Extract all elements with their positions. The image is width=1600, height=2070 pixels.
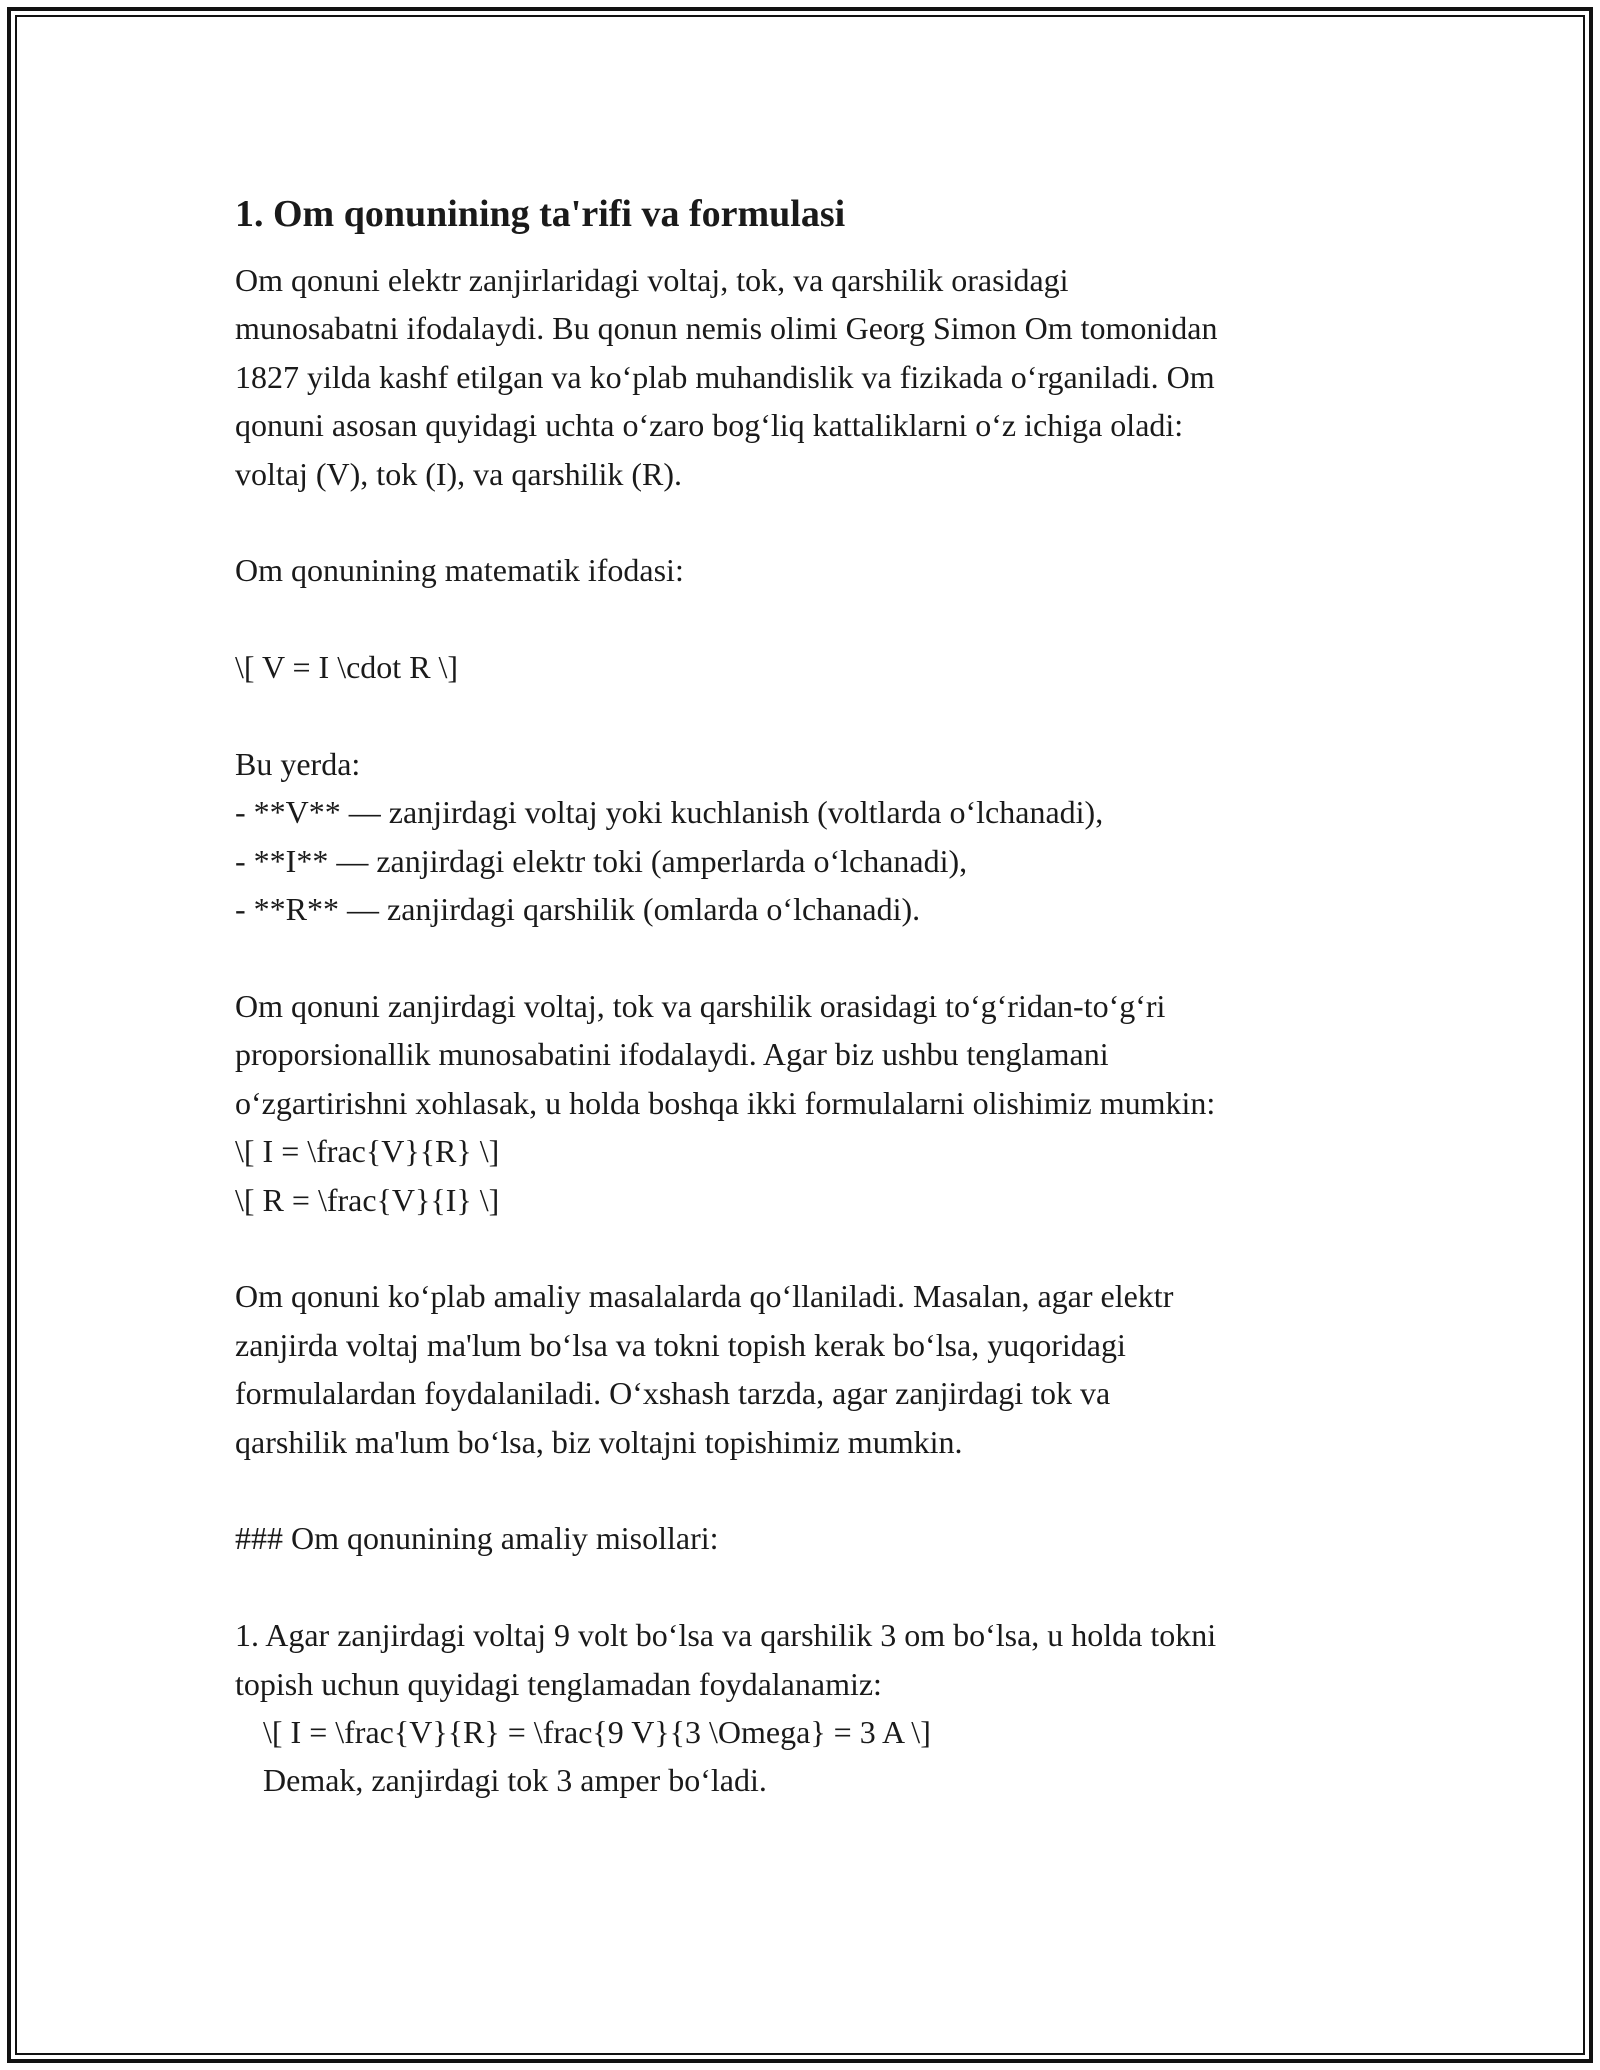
proportion-paragraph [235,982,1385,1224]
list-item: - **I** — zanjirdagi elektr toki (amperlarda o‘lchanadi), [235,842,968,879]
text-line: Om qonuni elektr zanjirlaridagi voltaj, tok, va qarshilik orasidagi [235,262,1069,298]
text-line: qarshilik ma'lum bo‘lsa, biz voltajni topishimiz mumkin. [235,1423,963,1460]
formula-line: \[ R = \frac{V}{I} \] [235,1181,500,1218]
text-line: topish uchun quyidagi tenglamadan foydalanamiz: [235,1665,882,1702]
text-line: 1827 yilda kashf etilgan va ko‘plab muhandislik va fizikada o‘rganiladi. Om [235,358,1215,395]
example-1 [235,1611,1385,1805]
text-line: Demak, zanjirdagi tok 3 amper bo‘ladi. [263,1762,767,1799]
section-title: 1. Om qonunining ta'rifi va formulasi [235,193,846,235]
text-line: proporsionallik munosabatini ifodalaydi. Agar biz ushbu tenglamani [235,1036,1109,1073]
document-body [235,186,1385,1805]
formula-line: \[ I = \frac{V}{R} = \frac{9 V}{3 \Omega} = 3 A \] [263,1714,931,1751]
blank-line [235,692,1385,740]
text-line: o‘zgartirishni xohlasak, u holda boshqa ikki formulalarni olishimiz mumkin: [235,1084,1216,1121]
blank-line [235,934,1385,982]
text-line: Om qonuni ko‘plab amaliy masalalarda qo‘llaniladi. Masalan, agar elektr [235,1278,1174,1315]
text-line: voltaj (V), tok (I), va qarshilik (R). [235,455,682,492]
blank-line [235,1563,1385,1611]
blank-line [235,595,1385,643]
text-line: Om qonuni zanjirdagi voltaj, tok va qarshilik orasidagi to‘g‘ridan-to‘g‘ri [235,988,1166,1025]
blank-line [235,1224,1385,1272]
text-line: qonuni asosan quyidagi uchta o‘zaro bog‘liq kattaliklarni o‘z ichiga oladi: [235,407,1184,444]
examples-heading: ### Om qonunining amaliy misollari: [235,1520,719,1557]
formula-main: \[ V = I \cdot R \] [235,649,459,686]
text-line: zanjirda voltaj ma'lum bo‘lsa va tokni topish kerak bo‘lsa, yuqoridagi [235,1326,1126,1363]
definitions-list [235,788,1385,933]
where-label: Bu yerda: [235,746,361,783]
text-line: 1. Agar zanjirdagi voltaj 9 volt bo‘lsa va qarshilik 3 om bo‘lsa, u holda tokni [235,1617,1217,1654]
list-item: - **V** — zanjirdagi voltaj yoki kuchlanish (voltlarda o‘lchanadi), [235,794,1104,831]
blank-line [235,498,1385,546]
list-item: - **R** — zanjirdagi qarshilik (omlarda o‘lchanadi). [235,891,921,928]
formula-line: \[ I = \frac{V}{R} \] [235,1133,500,1170]
text-line: formulalardan foydalaniladi. O‘xshash tarzda, agar zanjirdagi tok va [235,1375,1111,1412]
math-intro: Om qonunining matematik ifodasi: [235,552,684,589]
text-line: munosabatni ifodalaydi. Bu qonun nemis olimi Georg Simon Om tomonidan [235,310,1218,347]
intro-paragraph [235,256,1385,498]
usage-paragraph [235,1272,1385,1466]
blank-line [235,1466,1385,1514]
